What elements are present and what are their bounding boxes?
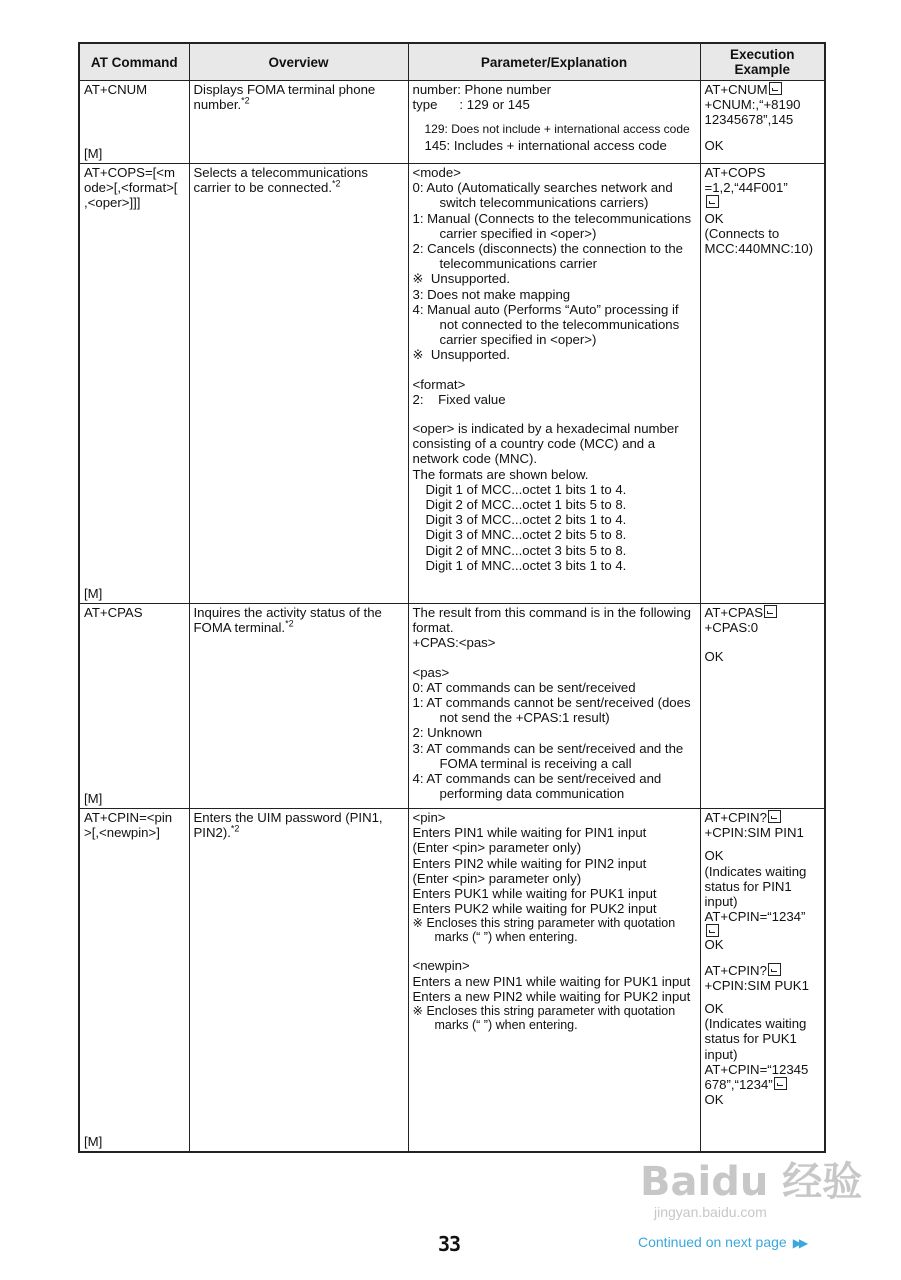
footnote-ref: *2 bbox=[332, 178, 341, 189]
continued-link[interactable] bbox=[638, 1234, 805, 1250]
pas-item: 0: AT commands can be sent/received bbox=[412, 679, 636, 695]
example-line: OK bbox=[704, 649, 724, 665]
mode-item: 0: Auto (Automatically searches network and switch telecommunications carriers) bbox=[412, 180, 673, 211]
enter-key-icon bbox=[764, 605, 777, 618]
overview-text: Inquires the activity status of the FOMA terminal. bbox=[193, 605, 382, 636]
example-line: (Connects to bbox=[704, 225, 780, 241]
table-header-row bbox=[79, 43, 825, 81]
cmd-cell bbox=[79, 604, 189, 809]
mode-item: 3: Does not make mapping bbox=[412, 286, 571, 302]
formats-intro: The formats are shown below. bbox=[412, 466, 589, 482]
pin-line: Enters PUK2 while waiting for PUK2 input bbox=[412, 901, 657, 917]
format-item: 2: Fixed value bbox=[412, 391, 506, 407]
pin-line: (Enter <pin> parameter only) bbox=[412, 870, 582, 886]
enter-key-icon bbox=[768, 963, 781, 976]
example-line: OK bbox=[704, 1001, 724, 1017]
oper-text: <oper> is indicated by a hexadecimal number consisting of a country code (MCC) and a network code (MNC). bbox=[412, 421, 683, 467]
table-row-cops bbox=[79, 164, 825, 604]
overview-cell bbox=[189, 164, 408, 604]
footnote-ref: *2 bbox=[285, 618, 294, 629]
continued-text: Continued on next page bbox=[638, 1234, 787, 1250]
pin-title: <pin> bbox=[412, 810, 446, 825]
example-line: input) bbox=[704, 1046, 738, 1062]
digit-line: Digit 2 of MCC...octet 1 bits 5 to 8. bbox=[425, 497, 627, 513]
overview-cell bbox=[189, 809, 408, 1152]
example-line: status for PUK1 bbox=[704, 1031, 797, 1047]
example-line: 12345678”,145 bbox=[704, 112, 794, 128]
example-line: AT+CPIN? bbox=[705, 963, 821, 978]
header-execution-example bbox=[700, 43, 825, 81]
cmd-text: AT+CPAS bbox=[84, 605, 143, 620]
cmd-text: AT+CPIN=<pin bbox=[84, 810, 173, 825]
mode-item: 4: Manual auto (Performs “Auto” processing if not connected to the telecommunications carrier specified in <oper>) bbox=[412, 301, 680, 348]
example-line: OK bbox=[704, 937, 724, 953]
param-line: number: Phone number bbox=[412, 82, 552, 97]
example-line: +CNUM:,“+8190 bbox=[704, 97, 801, 113]
enter-key-icon bbox=[706, 195, 719, 208]
example-line: MCC:440MNC:10) bbox=[704, 241, 813, 257]
overview-text: Enters the UIM password (PIN1, PIN2). bbox=[193, 810, 383, 841]
cmd-text: ,<oper>]]] bbox=[84, 195, 141, 211]
example-line: +CPIN:SIM PUK1 bbox=[704, 977, 809, 993]
pas-item: 3: AT commands can be sent/received and the FOMA terminal is receiving a call bbox=[412, 740, 684, 771]
mode-item: 2: Cancels (disconnects) the connection to the telecommunications carrier bbox=[412, 241, 683, 272]
intro-text: The result from this command is in the following format. bbox=[412, 605, 695, 636]
baidu-watermark-url: jingyan.baidu.com bbox=[654, 1204, 767, 1220]
example-line: AT+CNUM bbox=[705, 82, 821, 97]
table-row-cpas bbox=[79, 604, 825, 809]
table-row-cpin bbox=[79, 809, 825, 1152]
digit-line: Digit 3 of MNC...octet 2 bits 5 to 8. bbox=[425, 527, 627, 543]
example-line: AT+COPS bbox=[704, 165, 766, 180]
table-row-cnum bbox=[79, 81, 825, 164]
newpin-title: <newpin> bbox=[412, 958, 470, 974]
example-cell bbox=[700, 164, 825, 604]
enter-key-icon bbox=[769, 82, 782, 95]
example-cell bbox=[700, 81, 825, 164]
enter-key-icon bbox=[774, 1077, 787, 1090]
param-cell bbox=[408, 164, 700, 604]
example-line: input) bbox=[704, 894, 738, 910]
newpin-line: Enters a new PIN2 while waiting for PUK2 input bbox=[412, 988, 691, 1004]
digit-line: Digit 1 of MCC...octet 1 bits 1 to 4. bbox=[425, 481, 627, 497]
cmd-text: >[,<newpin>] bbox=[84, 825, 160, 841]
example-line bbox=[705, 924, 821, 937]
double-arrow-icon: ▶▶ bbox=[792, 1236, 806, 1250]
result-text: +CPAS:<pas> bbox=[412, 635, 496, 651]
example-line: AT+CPAS bbox=[705, 605, 821, 620]
note-text: ※ Unsupported. bbox=[412, 347, 511, 363]
example-cell bbox=[700, 604, 825, 809]
overview-text: Selects a telecommunications carrier to be connected. bbox=[193, 165, 368, 196]
mark-m: [M] bbox=[84, 790, 103, 806]
example-line: +CPIN:SIM PIN1 bbox=[704, 825, 804, 841]
header-at-command: AT Command bbox=[79, 43, 189, 81]
pas-item: 1: AT commands cannot be sent/received (does not send the +CPAS:1 result) bbox=[412, 695, 691, 726]
pin-line: Enters PIN1 while waiting for PIN1 input bbox=[412, 825, 647, 841]
header-exec-line1: Execution bbox=[729, 47, 795, 62]
baidu-watermark: Baidu 经验 bbox=[640, 1159, 863, 1205]
enter-key-icon bbox=[706, 924, 719, 937]
example-line: OK bbox=[704, 137, 724, 153]
mark-m: [M] bbox=[84, 1133, 103, 1149]
pin-line: (Enter <pin> parameter only) bbox=[412, 840, 582, 856]
pas-item: 4: AT commands can be sent/received and performing data communication bbox=[412, 771, 662, 802]
param-cell bbox=[408, 604, 700, 809]
mode-item: 1: Manual (Connects to the telecommunications carrier specified in <oper>) bbox=[412, 210, 692, 241]
param-line: type : 129 or 145 bbox=[412, 97, 530, 113]
example-line: (Indicates waiting bbox=[704, 863, 807, 879]
digit-line: Digit 1 of MNC...octet 3 bits 1 to 4. bbox=[425, 557, 627, 573]
example-line: +CPAS:0 bbox=[704, 620, 759, 636]
example-line: (Indicates waiting bbox=[704, 1016, 807, 1032]
footnote-ref: *2 bbox=[230, 823, 240, 834]
param-cell bbox=[408, 809, 700, 1152]
cmd-text: AT+COPS=[<m bbox=[84, 165, 175, 180]
cmd-cell bbox=[79, 81, 189, 164]
note-text: ※ Encloses this string parameter with quotation marks (“ ”) when entering. bbox=[412, 916, 676, 945]
pas-item: 2: Unknown bbox=[412, 725, 483, 741]
overview-text: Displays FOMA terminal phone number. bbox=[193, 82, 376, 113]
mode-title: <mode> bbox=[412, 165, 461, 180]
digit-line: Digit 3 of MCC...octet 2 bits 1 to 4. bbox=[425, 512, 627, 528]
example-line: 678”,“1234” bbox=[705, 1077, 821, 1092]
header-exec-line2: Example bbox=[734, 62, 791, 77]
page-number: 33 bbox=[438, 1232, 461, 1256]
header-overview: Overview bbox=[189, 43, 408, 81]
digit-line: Digit 2 of MNC...octet 3 bits 5 to 8. bbox=[425, 542, 627, 558]
header-parameter: Parameter/Explanation bbox=[408, 43, 700, 81]
example-line: AT+CPIN? bbox=[705, 810, 821, 825]
example-line: AT+CPIN=“12345 bbox=[704, 1061, 809, 1077]
param-small-line: 129: Does not include + international access code bbox=[424, 122, 690, 137]
example-line: OK bbox=[704, 848, 724, 864]
at-command-table bbox=[78, 42, 826, 1153]
overview-cell bbox=[189, 604, 408, 809]
cmd-cell bbox=[79, 164, 189, 604]
example-line: status for PIN1 bbox=[704, 878, 792, 894]
example-cell bbox=[700, 809, 825, 1152]
example-line bbox=[705, 195, 821, 210]
pin-line: Enters PIN2 while waiting for PIN2 input bbox=[412, 855, 647, 871]
param-cell bbox=[408, 81, 700, 164]
example-line: OK bbox=[704, 210, 724, 226]
mark-m: [M] bbox=[84, 145, 103, 161]
overview-cell bbox=[189, 81, 408, 164]
footnote-ref: *2 bbox=[241, 95, 250, 106]
cmd-cell bbox=[79, 809, 189, 1152]
enter-key-icon bbox=[768, 810, 781, 823]
mark-m: [M] bbox=[84, 585, 103, 601]
cmd-text: ode>[,<format>[ bbox=[84, 180, 178, 196]
pin-line: Enters PUK1 while waiting for PUK1 input bbox=[412, 886, 657, 902]
note-text: ※ Encloses this string parameter with quotation marks (“ ”) when entering. bbox=[412, 1004, 676, 1033]
newpin-line: Enters a new PIN1 while waiting for PUK1 input bbox=[412, 973, 691, 989]
pas-title: <pas> bbox=[412, 664, 450, 680]
example-line: AT+CPIN=“1234” bbox=[704, 909, 806, 925]
note-text: ※ Unsupported. bbox=[412, 271, 511, 287]
example-line: =1,2,“44F001” bbox=[704, 180, 788, 196]
param-line: 145: Includes + international access code bbox=[424, 137, 667, 153]
example-line: OK bbox=[704, 1092, 724, 1108]
cmd-text: AT+CNUM bbox=[84, 82, 148, 97]
format-title: <format> bbox=[412, 376, 466, 392]
